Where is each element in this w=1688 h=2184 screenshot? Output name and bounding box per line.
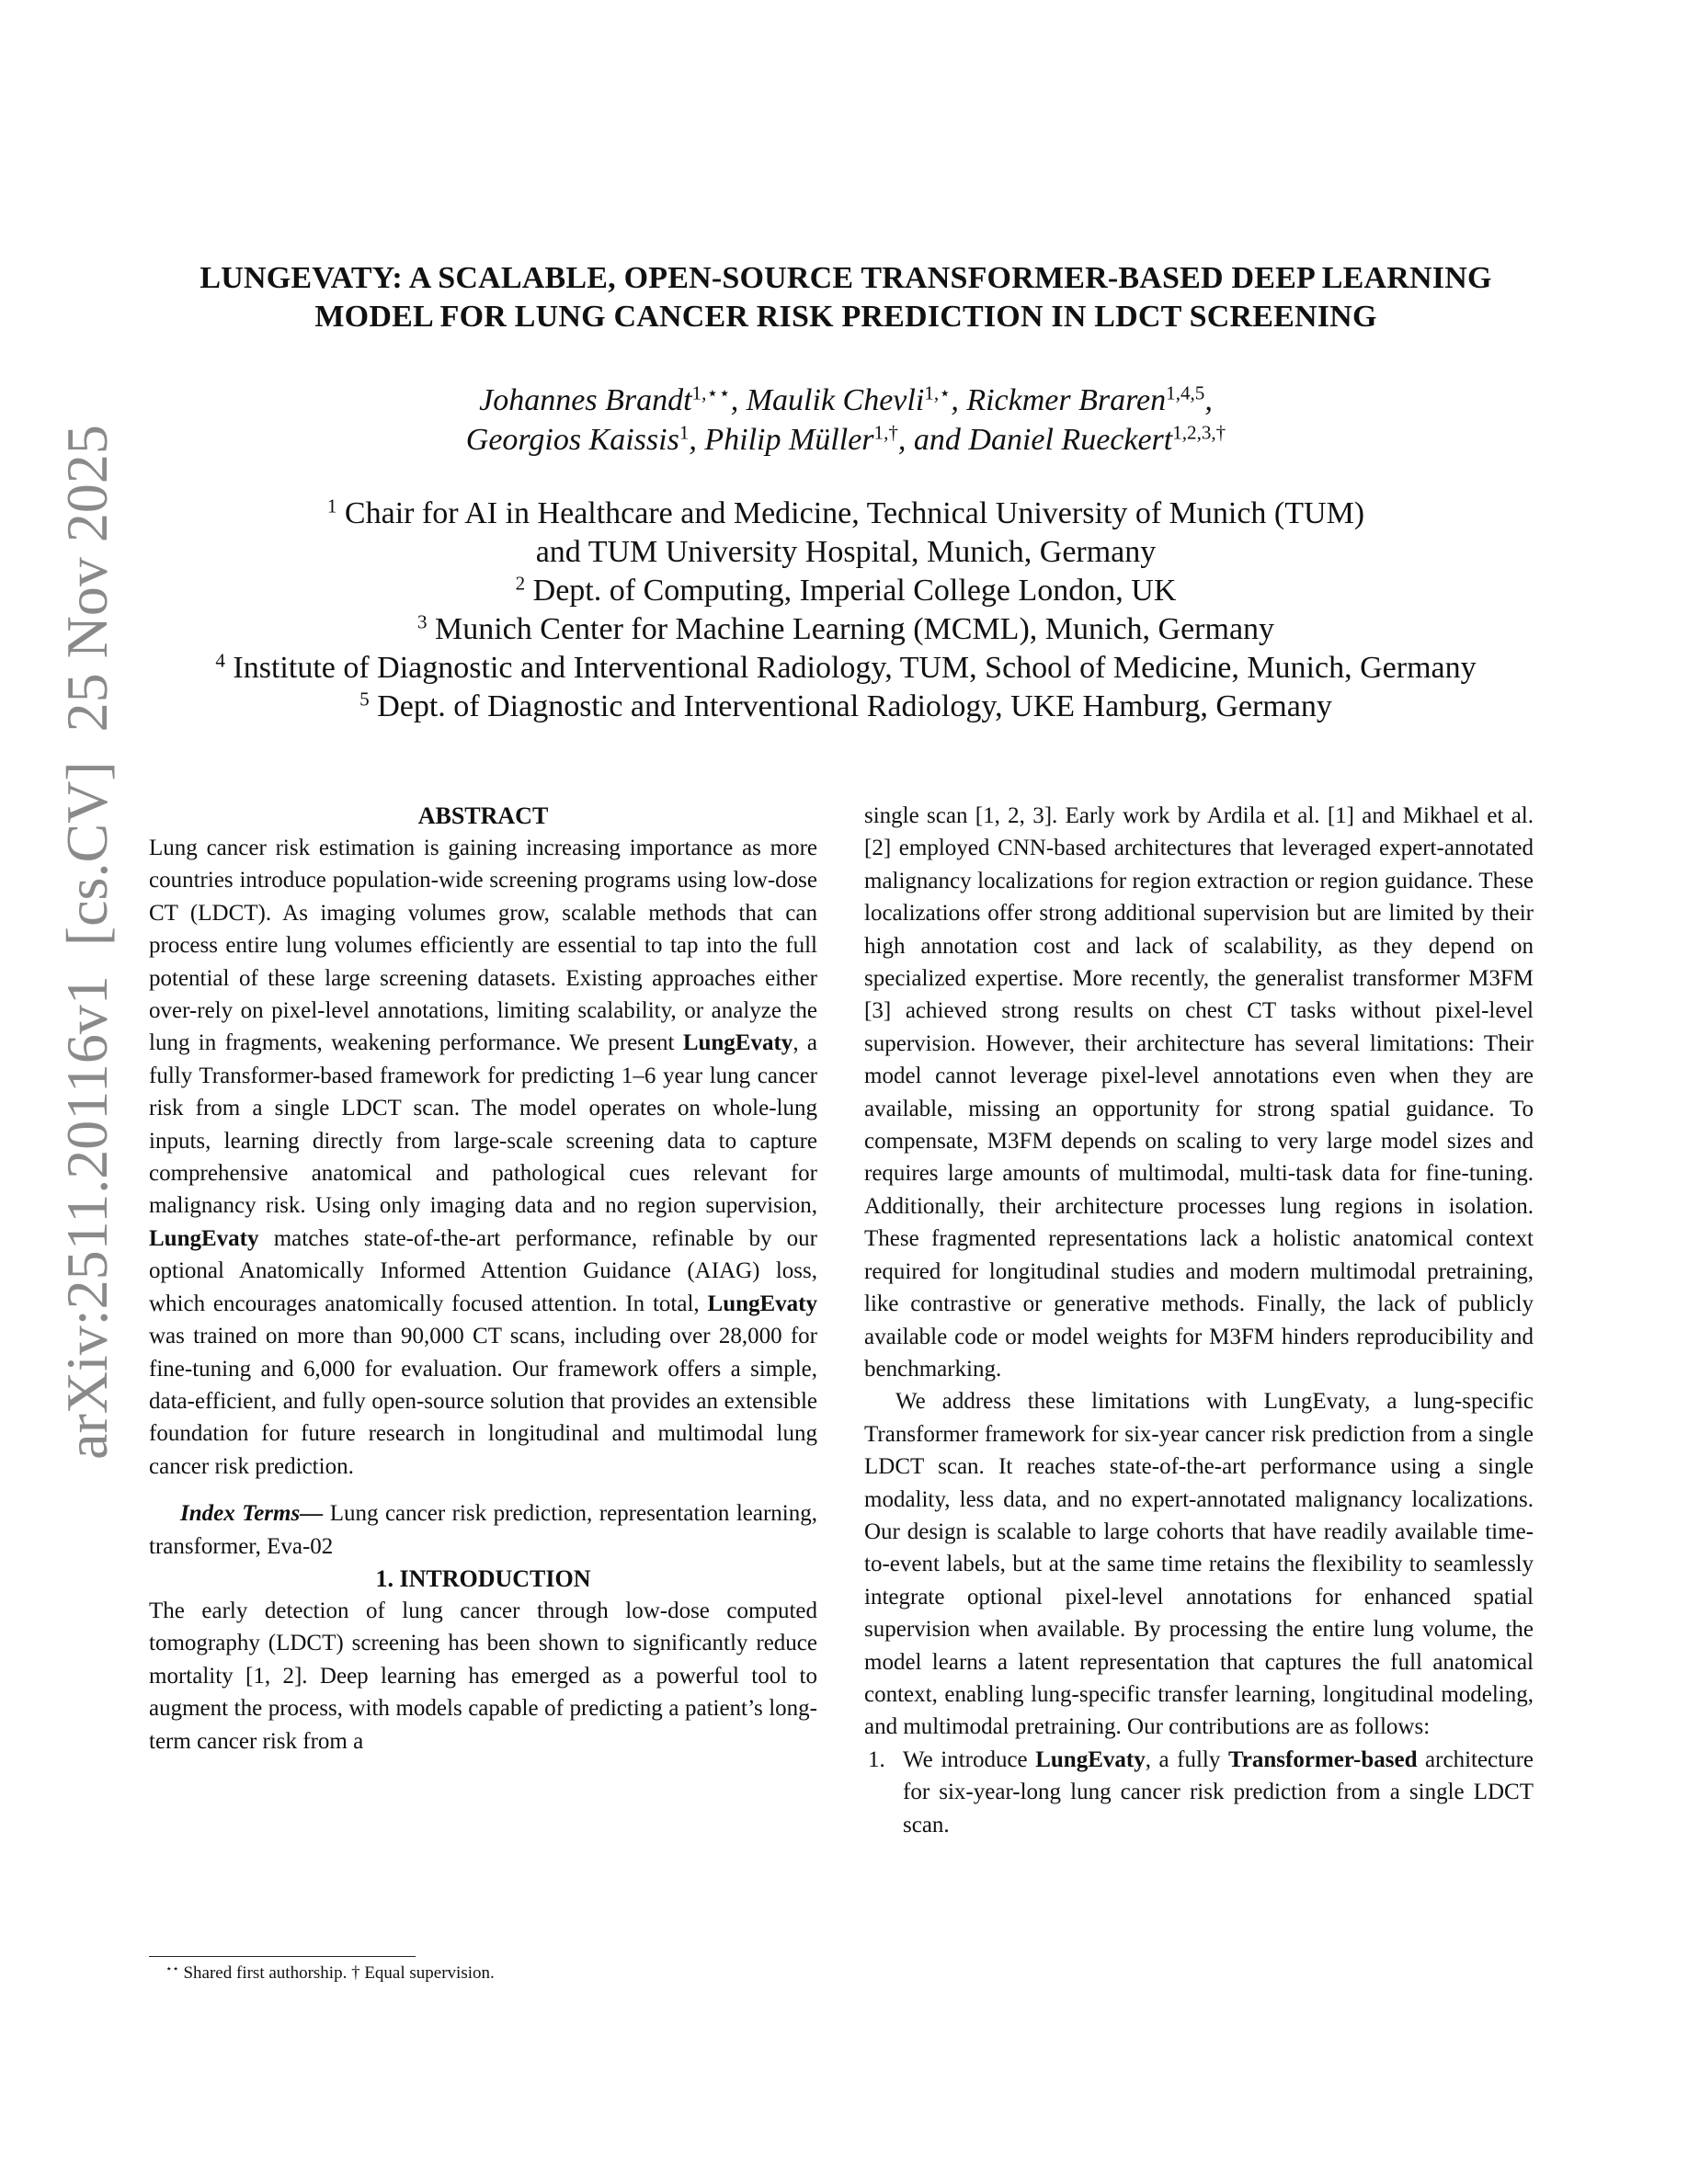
affiliation-text: Dept. of Computing, Imperial College London, UK [532,574,1177,608]
author-name: and Daniel Rueckert [913,423,1173,457]
author-name: Philip Müller [704,423,874,457]
contribution-bold: LungEvaty [1035,1746,1146,1772]
paper-title [138,259,1554,336]
affiliation-line [138,688,1554,726]
author-line-1 [184,381,1508,420]
author-name: Johannes Brandt [479,383,692,417]
affiliation-list [138,495,1554,726]
affiliation-number: 5 [359,688,370,711]
right-column [864,800,1534,1841]
index-terms-text: Lung cancer risk prediction, representation learning, transformer, Eva-02 [149,1501,817,1559]
contribution-text: architecture for six-year-long lung cancer risk prediction from a single LDCT scan. [903,1746,1534,1837]
author-line-2 [184,420,1508,460]
affiliation-number: 3 [416,610,428,633]
author-name: Maulik Chevli [746,383,925,417]
model-name-bold: LungEvaty [149,1225,259,1251]
affiliation-line [138,495,1554,533]
affiliation-number: 2 [515,572,526,595]
author-separator: , [689,423,705,457]
author-list [184,381,1508,460]
footnote [165,1962,495,1985]
affiliation-number: 4 [215,649,225,672]
contribution-item [864,1744,1534,1841]
author-affil-sup: 1 [679,421,690,444]
left-column [149,800,817,1757]
affiliation-text: Chair for AI in Healthcare and Medicine, Technical University of Munich (TUM) [344,496,1365,530]
intro-paragraph-right-2: We address these limitations with LungEvaty, a lung-specific Transformer framework for six-year cancer risk prediction from a single LDCT scan. It reaches state-of-the-art performance using a single modality, less data, and no expert-annotated malignancy localizations. Our design is scalable to large cohorts that have readily available time-to-event labels, but at the same time retains the flexibility to seamlessly integrate optional pixel-level annotations for enhanced spatial supervision when available. By processing the entire lung volume, the model learns a latent representation that captures the full anatomical context, enabling lung-specific transfer learning, longitudinal modeling, and multimodal pretraining. Our contributions are as follows: [864,1389,1534,1740]
affiliation-text: and TUM University Hospital, Munich, Germany [535,535,1157,569]
contributions-list [864,1744,1534,1841]
author-separator: , [897,423,914,457]
footnote-mark: ⋆⋆ [165,1962,179,1975]
arxiv-identifier-text: arXiv:2511.20116v1 [cs.CV] 25 Nov 2025 [54,425,120,1460]
author-affil-sup: 1,† [873,421,898,444]
abstract-paragraph [149,832,817,1483]
contribution-text: , a fully [1145,1746,1221,1772]
author-name: Rickmer Braren [966,383,1167,417]
intro-paragraph-left: The early detection of lung cancer through low-dose computed tomography (LDCT) screening has been shown to significantly reduce mortality [1, 2]. Deep learning has emerged as a powerful tool to augment the process, with models capable of predicting a patient’s long-term cancer risk from a [149,1598,817,1754]
affiliation-text: Munich Center for Machine Learning (MCML), Munich, Germany [435,612,1275,646]
intro-paragraph-right-1: single scan [1, 2, 3]. Early work by Ardila et al. [1] and Mikhael et al. [2] employed CNN-based architectures that leveraged expert-annotated malignancy localizations for region extraction or region guidance. These localizations offer strong additional supervision but are limited by their high annotation cost and lack of scalability, as they depend on specialized expertise. More recently, the generalist transformer M3FM [3] achieved strong results on chest CT tasks without pixel-level supervision. However, their architecture has several limitations: Their model cannot leverage pixel-level annotations even when they are available, missing an opportunity for strong spatial guidance. To compensate, M3FM depends on scaling to very large model sizes and requires large amounts of multimodal, multi-task data for fine-tuning. Additionally, their architecture processes lung regions in isolation. These fragmented representations lack a holistic anatomical context required for longitudinal studies and modern multimodal pretraining, like contrastive or generative methods. Finally, the lack of publicly available code or model weights for M3FM hinders reproducibility and benchmarking. [864,803,1534,1382]
contribution-bold: Transformer-based [1227,1746,1418,1772]
affiliation-text: Institute of Diagnostic and Interventional Radiology, TUM, School of Medicine, Munich, Germany [233,651,1477,685]
author-affil-sup: 1,4,5 [1166,381,1205,404]
author-separator: , [951,383,967,417]
abstract-text: Lung cancer risk estimation is gaining increasing importance as more countries introduce population-wide screening programs using low-dose CT (LDCT). As imaging volumes grow, scalable methods that can process entire lung volumes efficiently are essential to tap into the full potential of these large screening datasets. Existing approaches either over-rely on pixel-level annotations, limiting scalability, or analyze the lung in fragments, weakening performance. We present [149,836,817,1056]
footnote-divider [149,1956,416,1957]
contribution-text: We introduce [903,1746,1028,1772]
abstract-text: matches state-of-the-art performance, refinable by our optional Anatomically Informed Attention Guidance (AIAG) loss, which encourages anatomically focused attention. In total, [149,1225,817,1316]
title-line-2: MODEL FOR LUNG CANCER RISK PREDICTION IN LDCT SCREENING [314,300,1377,334]
index-terms [149,1497,817,1563]
author-separator: , [730,383,747,417]
affiliation-number: 1 [326,495,337,518]
author-affil-sup: 1,⋆⋆ [691,381,731,404]
author-separator: , [1204,383,1213,417]
footnote-text: Shared first authorship. † Equal supervision. [183,1963,495,1983]
title-line-1: LUNGEVATY: A SCALABLE, OPEN-SOURCE TRANSFORMER-BASED DEEP LEARNING [200,261,1492,295]
author-affil-sup: 1,2,3,† [1172,421,1226,444]
abstract-heading: ABSTRACT [417,802,549,829]
abstract-text: , a fully Transformer-based framework for predicting 1–6 year lung cancer risk from a single LDCT scan. The model operates on whole-lung inputs, learning directly from large-scale screening data to capture comprehensive anatomical and pathological cues relevant for malignancy risk. Using only imaging data and no region supervision, [149,1030,818,1219]
affiliation-line [138,649,1554,688]
author-name: Georgios Kaissis [465,423,679,457]
contribution-number: 1. [868,1746,885,1772]
abstract-text: was trained on more than 90,000 CT scans, including over 28,000 for fine-tuning and 6,000 for evaluation. Our framework offers a simple, data-efficient, and fully open-source solution that provides an extensible foundation for future research in longitudinal and multimodal lung cancer risk prediction. [149,1324,817,1479]
affiliation-line [138,533,1554,572]
model-name-bold: LungEvaty [682,1030,793,1056]
affiliation-text: Dept. of Diagnostic and Interventional Radiology, UKE Hamburg, Germany [377,689,1332,723]
introduction-heading: 1. INTRODUCTION [375,1564,591,1592]
affiliation-line [138,572,1554,610]
index-terms-label: Index Terms— [180,1501,324,1527]
model-name-bold: LungEvaty [707,1291,817,1316]
author-affil-sup: 1,⋆ [924,381,952,404]
affiliation-line [138,610,1554,649]
